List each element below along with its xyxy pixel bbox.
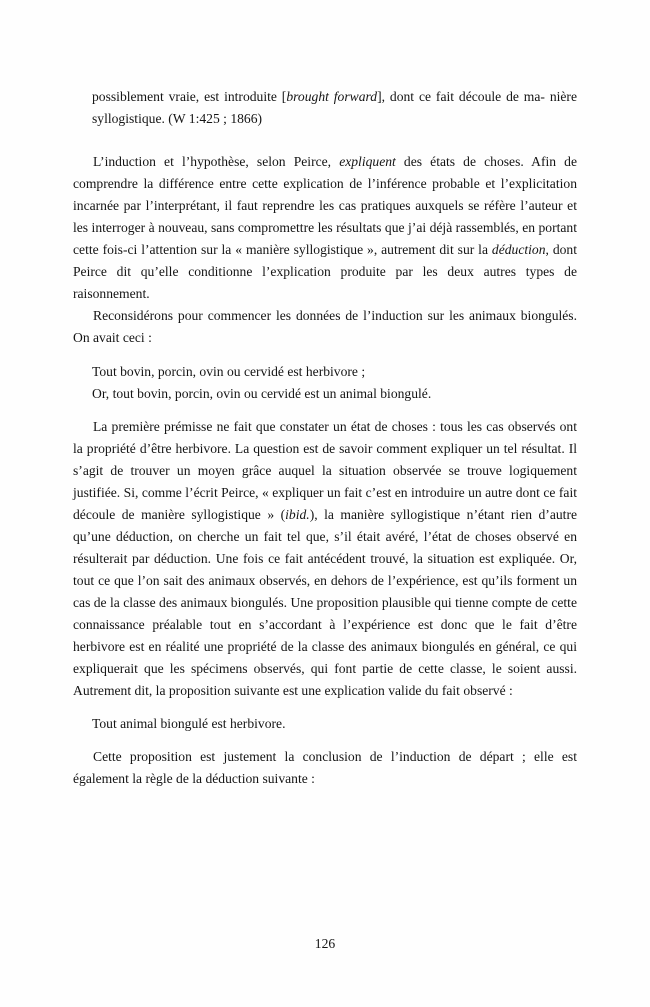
extract-text-before: possiblement vraie, est introduite [: [92, 89, 287, 104]
premise-line-major: Tout bovin, porcin, ovin ou cervidé est herbivore ;: [92, 363, 366, 379]
p1-segment-2: des états de choses. Afin de comprendre la différence entre cette explication de l’inférence probable et l’explicitation incarnée par l’interprétant, il faut reprendre les cas pratiques auxquels se réfère l’auteur et les interroger à nouveau, sans compromettre les résultats que j’ai déjà rassemblés, en portant cette fois-ci l’attention sur la « manière syllogistique », autrement dit sur la: [73, 154, 577, 258]
extract-italic-phrase: brought forward: [286, 89, 378, 104]
extract-paragraph: [92, 86, 577, 130]
conclusion-line: Tout animal biongulé est herbivore.: [92, 716, 286, 732]
block-quote-conclusion: [92, 713, 577, 735]
paragraph-cette-proposition: Cette proposition est justement la conclusion de l’induction de départ ; elle est également la règle de la déduction suivante :: [73, 749, 577, 787]
spacer: [73, 735, 577, 746]
page-number: 126: [314, 936, 336, 951]
premise-line-minor: Or, tout bovin, porcin, ovin ou cervidé est un animal biongulé.: [92, 385, 432, 401]
paragraph-premiere-premisse: [73, 416, 577, 703]
p3-segment-2: ), la manière syllogistique n’étant rien d’autre qu’une déduction, on cherche un fait tel que, s’il était avéré, l’état de choses observé en résulterait par déduction. Une fois ce fait antécédent trouvé, la situation est expliquée. Or, tout ce que l’on sait des animaux observés, en dehors de l’expérience, est qu’ils forment un cas de la classe des animaux biongulés. Une proposition plausible qui tienne compte de cette connaissance préalable tout en s’accordant à l’expérience est donc que le fait d’être herbivore est en réalité une propriété de la classe des animaux biongulés en général, ce qui expliquerait que les spécimens observés, qui font partie de cette classe, le soient aussi. Autrement dit, la proposition suivante est une explication valide du fait observé :: [73, 506, 577, 699]
block-quote-extract: [92, 86, 577, 130]
p1-italic-expliquent: expliquent: [339, 154, 396, 170]
p3-segment-1: La première prémisse ne fait que constater un état de choses : tous les cas observés ont la propriété d’être herbivore. La question est de savoir comment expliquer un tel résultat. Il s’agit de trouver un moyen grâce auquel la situation observée se trouve logiquement justifiée. Si, comme l’écrit Peirce, « expliquer un fait c’est en introduire un autre dont ce fait découle de manière syllogistique » (: [73, 418, 577, 522]
text-column: [73, 86, 577, 790]
extract-citation: nière syllogistique. (W 1:425 ; 1866): [92, 89, 577, 127]
paragraph-reconsiderons: Reconsidérons pour commencer les données de l’induction sur les animaux biongulés. On avait ceci :: [73, 308, 577, 346]
spacer: [73, 405, 577, 416]
p1-segment-1: L’induction et l’hypothèse, selon Peirce,: [93, 154, 340, 170]
spacer: [73, 350, 577, 361]
spacer: [73, 702, 577, 713]
extract-text-after: ], dont ce fait découle de ma-: [377, 89, 545, 104]
p1-italic-deduction: déduction: [491, 242, 546, 258]
spacer: [73, 130, 577, 151]
p3-italic-ibid: ibid.: [285, 506, 310, 522]
paragraph-induction-hypothese: [73, 151, 577, 305]
p1-segment-3: , dont Peirce dit qu’elle conditionne l’explication produite par les deux autres types de raisonnement.: [73, 242, 577, 302]
block-quote-premises: [92, 361, 577, 405]
